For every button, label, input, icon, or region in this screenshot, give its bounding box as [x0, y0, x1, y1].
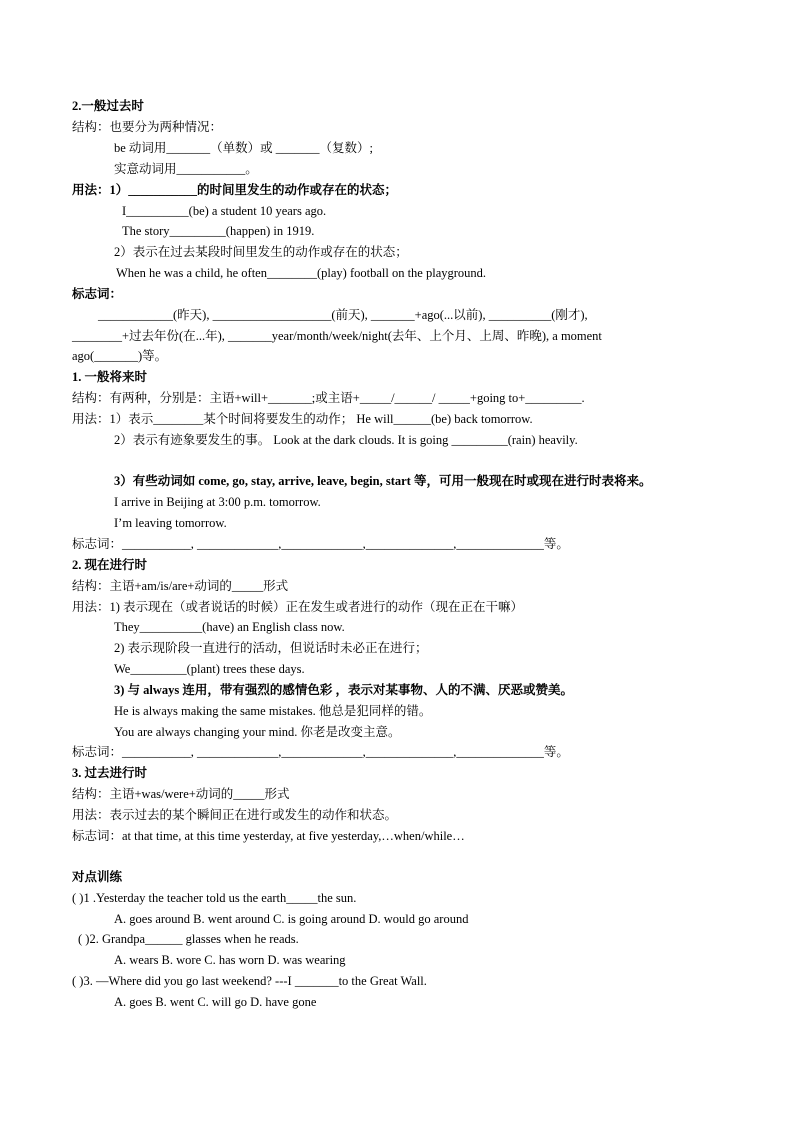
structure-line: 结构：也要分为两种情况：: [72, 120, 223, 134]
example-sentence: We_________(plant) trees these days.: [114, 662, 305, 676]
example-sentence: I arrive in Beijing at 3:00 p.m. tomorrow.: [114, 495, 321, 509]
question-3-options: A. goes B. went C. will go D. have gone: [114, 995, 317, 1009]
usage-line-1: 用法：表示过去的某个瞬间正在进行或发生的动作和状态。: [72, 808, 398, 822]
signal-words-line: ago(_______)等。: [72, 349, 168, 363]
signal-words-line: ____________(昨天), ___________________(前天), _______+ago(...以前), __________(刚才),: [98, 308, 588, 322]
signal-words-heading: 标志词：: [72, 287, 123, 301]
usage-line-2: 2) 表示现阶段一直进行的活动，但说话时未必正在进行；: [114, 641, 428, 655]
usage-line-2: 2）表示在过去某段时间里发生的动作或存在的状态；: [114, 245, 408, 259]
structure-be-verb: be 动词用_______（单数）或 _______（复数）;: [114, 141, 374, 155]
usage-line-1: 用法：1）表示________某个时间将要发生的动作； He will______(be) back tomorrow.: [72, 412, 533, 426]
example-sentence: I’m leaving tomorrow.: [114, 516, 227, 530]
example-sentence: He is always making the same mistakes. 他总是犯同样的错。: [114, 704, 432, 718]
usage-line-3: 3) 与 always 连用，带有强烈的感情色彩 ，表示对某事物、人的不满、厌恶或赞美。: [114, 683, 574, 697]
example-sentence: The story_________(happen) in 1919.: [122, 224, 315, 238]
structure-line: 结构：有两种，分别是：主语+will+_______;或主语+_____/______/ _____+going to+_________.: [72, 391, 585, 405]
example-sentence: You are always changing your mind. 你老是改变主意。: [114, 725, 401, 739]
section-heading-present-progressive: 2. 现在进行时: [72, 558, 148, 572]
example-sentence: They__________(have) an English class now.: [114, 620, 345, 634]
question-2-options: A. wears B. wore C. has worn D. was wearing: [114, 953, 346, 967]
signal-words-line: 标志词：___________, _____________,_____________,______________,______________等。: [72, 745, 569, 759]
structure-line: 结构：主语+was/were+动词的_____形式: [72, 787, 290, 801]
question-3: ( )3. —Where did you go last weekend? ---I _______to the Great Wall.: [72, 974, 427, 988]
question-1: ( )1 .Yesterday the teacher told us the earth_____the sun.: [72, 891, 357, 905]
practice-heading: 对点训练: [72, 870, 123, 884]
usage-line-1: 用法：1）___________的时间里发生的动作或存在的状态；: [72, 183, 398, 197]
usage-line-1: 用法：1) 表示现在（或者说话的时候）正在发生或者进行的动作（现在正在干嘛）: [72, 600, 524, 614]
section-heading-simple-past: 2.一般过去时: [72, 99, 144, 113]
question-1-options: A. goes around B. went around C. is going around D. would go around: [114, 912, 469, 926]
structure-notional-verb: 实意动词用___________。: [114, 162, 258, 176]
structure-line: 结构：主语+am/is/are+动词的_____形式: [72, 579, 289, 593]
example-sentence: When he was a child, he often________(play) football on the playground.: [116, 266, 487, 280]
question-2: ( )2. Grandpa______ glasses when he reads.: [78, 932, 299, 946]
signal-words-line: ________+过去年份(在...年), _______year/month/week/night(去年、上个月、上周、昨晚), a moment: [72, 329, 602, 343]
signal-words-line: 标志词：at that time, at this time yesterday, at five yesterday,…when/while…: [72, 829, 465, 843]
section-heading-simple-future: 1. 一般将来时: [72, 370, 148, 384]
signal-words-line: 标志词：___________, _____________,_____________,______________,______________等。: [72, 537, 569, 551]
usage-line-2: 2）表示有迹象要发生的事。 Look at the dark clouds. It is going _________(rain) heavily.: [114, 433, 578, 447]
section-heading-past-progressive: 3. 过去进行时: [72, 766, 148, 780]
example-sentence: I__________(be) a student 10 years ago.: [122, 204, 327, 218]
usage-line-3: 3）有些动词如 come, go, stay, arrive, leave, begin, start 等，可用一般现在时或现在进行时表将来。: [114, 474, 652, 488]
